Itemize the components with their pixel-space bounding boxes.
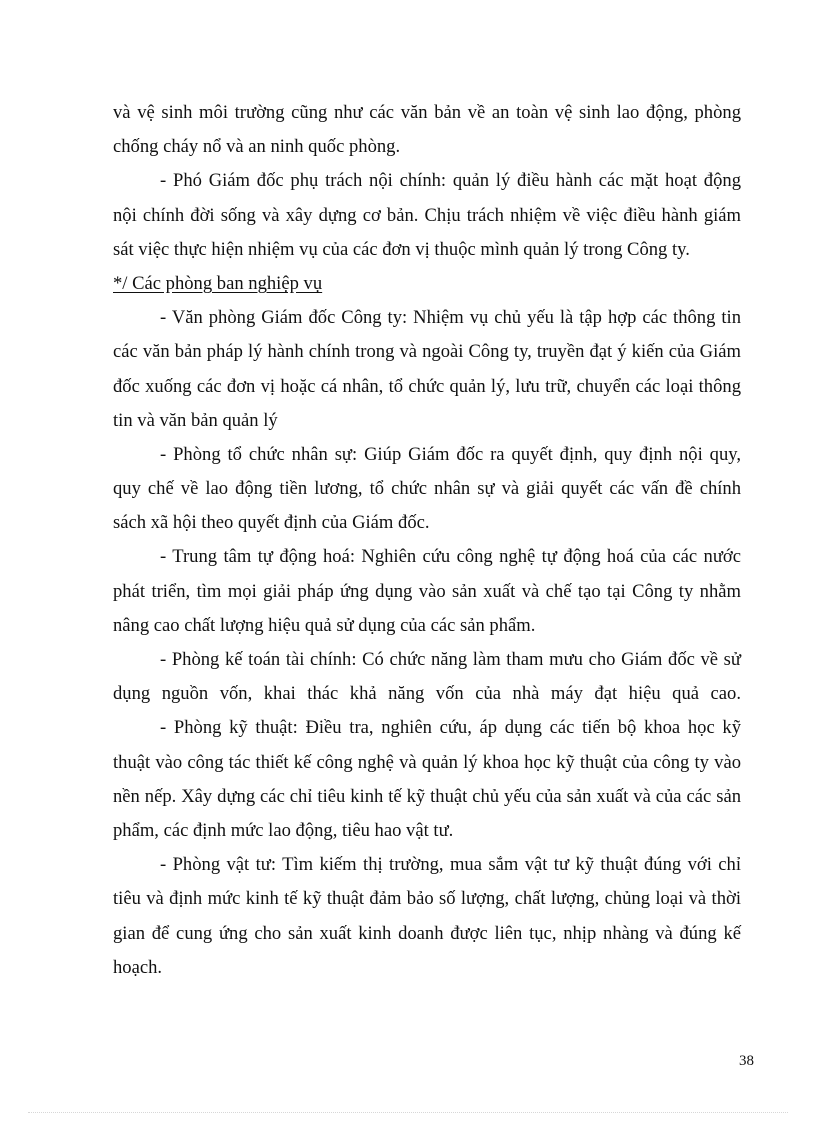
text-line: đốc xuống các đơn vị hoặc cá nhân, tổ chức quản lý, lưu trữ, chuyển các loại thông <box>113 375 741 397</box>
text-line: tiêu và định mức kinh tế kỹ thuật đảm bảo số lượng, chất lượng, chủng loại và thời <box>113 888 741 910</box>
paragraph-first-line: - Phòng tổ chức nhân sự: Giúp Giám đốc ra quyết định, quy định nội quy, <box>160 443 741 465</box>
text-line: các văn bản pháp lý hành chính trong và ngoài Công ty, truyền đạt ý kiến của Giám <box>113 341 741 363</box>
text-line: gian để cung ứng cho sản xuất kinh doanh được liên tục, nhịp nhàng và đúng kế <box>113 922 741 944</box>
text-line: sách xã hội theo quyết định của Giám đốc. <box>113 512 430 534</box>
text-line: quy chế về lao động tiền lương, tổ chức nhân sự và giải quyết các vấn đề chính <box>113 478 741 500</box>
text-line: nâng cao chất lượng hiệu quả sử dụng của các sản phẩm. <box>113 614 536 636</box>
text-line: phẩm, các định mức lao động, tiêu hao vật tư. <box>113 819 454 841</box>
text-line: phát triển, tìm mọi giải pháp ứng dụng vào sản xuất và chế tạo tại Công ty nhằm <box>113 580 741 602</box>
text-line: nền nếp. Xây dựng các chỉ tiêu kinh tế kỹ thuật chủ yếu của sản xuất và của các sản <box>113 785 741 807</box>
text-line: sát việc thực hiện nhiệm vụ của các đơn vị thuộc mình quản lý trong Công ty. <box>113 238 690 260</box>
paragraph-first-line: - Phó Giám đốc phụ trách nội chính: quản lý điều hành các mặt hoạt động <box>160 170 741 192</box>
paragraph-first-line: - Văn phòng Giám đốc Công ty: Nhiệm vụ chủ yếu là tập hợp các thông tin <box>160 307 741 329</box>
paragraph-first-line: - Trung tâm tự động hoá: Nghiên cứu công nghệ tự động hoá của các nước <box>160 546 741 568</box>
section-heading: */ Các phòng ban nghiệp vụ <box>113 272 323 294</box>
page-number: 38 <box>739 1053 754 1069</box>
text-line: thuật vào công tác thiết kế công nghệ và quản lý khoa học kỹ thuật của công ty vào <box>113 751 741 773</box>
text-line: tin và văn bản quản lý <box>113 409 278 431</box>
paragraph-first-line: - Phòng kế toán tài chính: Có chức năng làm tham mưu cho Giám đốc về sử <box>160 649 741 670</box>
document-body <box>113 96 741 985</box>
text-line: dụng nguồn vốn, khai thác khả năng vốn của nhà máy đạt hiệu quả cao. <box>113 683 741 705</box>
text-line: và vệ sinh môi trường cũng như các văn bản về an toàn vệ sinh lao động, phòng <box>113 102 741 123</box>
page-bottom-border <box>28 1112 788 1113</box>
paragraph-first-line: - Phòng kỹ thuật: Điều tra, nghiên cứu, áp dụng các tiến bộ khoa học kỹ <box>160 717 741 739</box>
text-line: chống cháy nổ và an ninh quốc phòng. <box>113 136 401 158</box>
paragraph-first-line: - Phòng vật tư: Tìm kiếm thị trường, mua sắm vật tư kỹ thuật đúng với chỉ <box>160 854 741 876</box>
text-line: hoạch. <box>113 956 163 978</box>
text-line: nội chính đời sống và xây dựng cơ bản. Chịu trách nhiệm về việc điều hành giám <box>113 204 741 226</box>
